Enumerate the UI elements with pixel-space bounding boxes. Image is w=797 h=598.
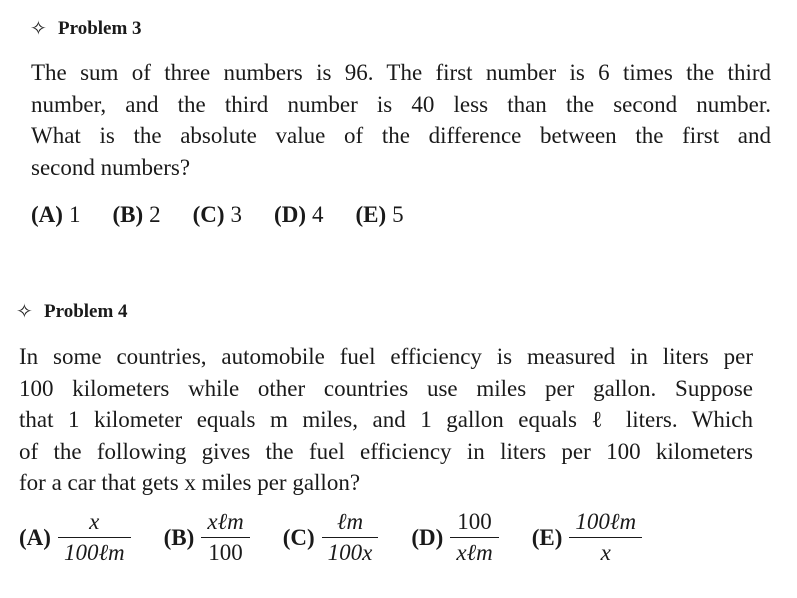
- problem-3-line: What is the absolute value of the difference between the first and: [31, 123, 771, 148]
- problem-4-line: 100 kilometers while other countries use miles per gallon. Suppose: [19, 375, 753, 401]
- choice-letter: (D): [274, 202, 306, 227]
- choice-letter: (E): [355, 202, 387, 227]
- fraction-denominator: x: [569, 537, 642, 565]
- sparkle-icon: ✧: [30, 18, 47, 40]
- choice-a[interactable]: [19, 510, 128, 565]
- problem-4-line: that 1 kilometer equals m miles, and 1 gallon equals ℓ liters. Which: [19, 407, 753, 432]
- choice-fraction: [204, 510, 246, 565]
- problem-4-title: Problem 4: [44, 301, 128, 322]
- fraction-numerator: 100: [457, 509, 492, 534]
- sparkle-icon: ✧: [16, 301, 33, 323]
- choice-letter: (B): [112, 202, 144, 227]
- choice-value: 1: [68, 202, 81, 227]
- choice-letter: (A): [19, 524, 51, 550]
- choice-letter: (C): [192, 202, 225, 227]
- problem-4-choices: [19, 510, 639, 565]
- fraction-denominator: 100x: [322, 537, 379, 565]
- choice-d[interactable]: [411, 510, 495, 565]
- choice-value: 5: [392, 202, 404, 227]
- problem-4-line: for a car that gets x miles per gallon?: [19, 470, 361, 495]
- choice-letter: (C): [282, 524, 315, 550]
- choice-c[interactable]: [193, 202, 242, 228]
- fraction-numerator: ℓm: [336, 509, 364, 534]
- choice-b[interactable]: [112, 202, 160, 228]
- choice-fraction: [325, 510, 376, 565]
- problem-3-text: [31, 57, 771, 183]
- fraction-denominator: xℓm: [450, 537, 498, 565]
- problem-4-text: [19, 341, 753, 499]
- choice-value: 2: [149, 202, 161, 227]
- choice-letter: (B): [163, 524, 195, 550]
- fraction-numerator: x: [89, 509, 100, 534]
- choice-letter: (D): [411, 524, 444, 550]
- choice-b[interactable]: [164, 510, 247, 565]
- problem-3-line: The sum of three numbers is 96. The first number is 6 times the third: [31, 60, 771, 85]
- choice-e[interactable]: [532, 510, 639, 565]
- choice-d[interactable]: [274, 202, 323, 228]
- choice-e[interactable]: [355, 202, 403, 228]
- problem-4-line: In some countries, automobile fuel efficiency is measured in liters per: [19, 344, 753, 369]
- choice-a[interactable]: [31, 202, 80, 228]
- problem-4-line: of the following gives the fuel efficiency in liters per 100 kilometers: [19, 438, 753, 464]
- choice-letter: (E): [531, 524, 563, 550]
- fraction-denominator: 100ℓm: [58, 537, 131, 565]
- choice-fraction: [572, 510, 639, 565]
- choice-fraction: [61, 510, 128, 565]
- problem-3-title: Problem 3: [58, 18, 142, 39]
- choice-c[interactable]: [283, 510, 376, 565]
- fraction-numerator: xℓm: [207, 509, 244, 534]
- problem-3-line: number, and the third number is 40 less than the second number.: [31, 91, 771, 117]
- choice-letter: (A): [31, 202, 63, 227]
- fraction-numerator: 100ℓm: [575, 509, 637, 534]
- problem-4-header: [16, 301, 128, 323]
- choice-value: 3: [230, 202, 243, 227]
- problem-3-line: second numbers?: [31, 154, 191, 180]
- problem-3-choices: [31, 202, 404, 228]
- problem-3-header: [30, 18, 142, 40]
- fraction-denominator: 100: [201, 537, 249, 565]
- choice-fraction: [453, 510, 495, 565]
- choice-value: 4: [311, 202, 324, 227]
